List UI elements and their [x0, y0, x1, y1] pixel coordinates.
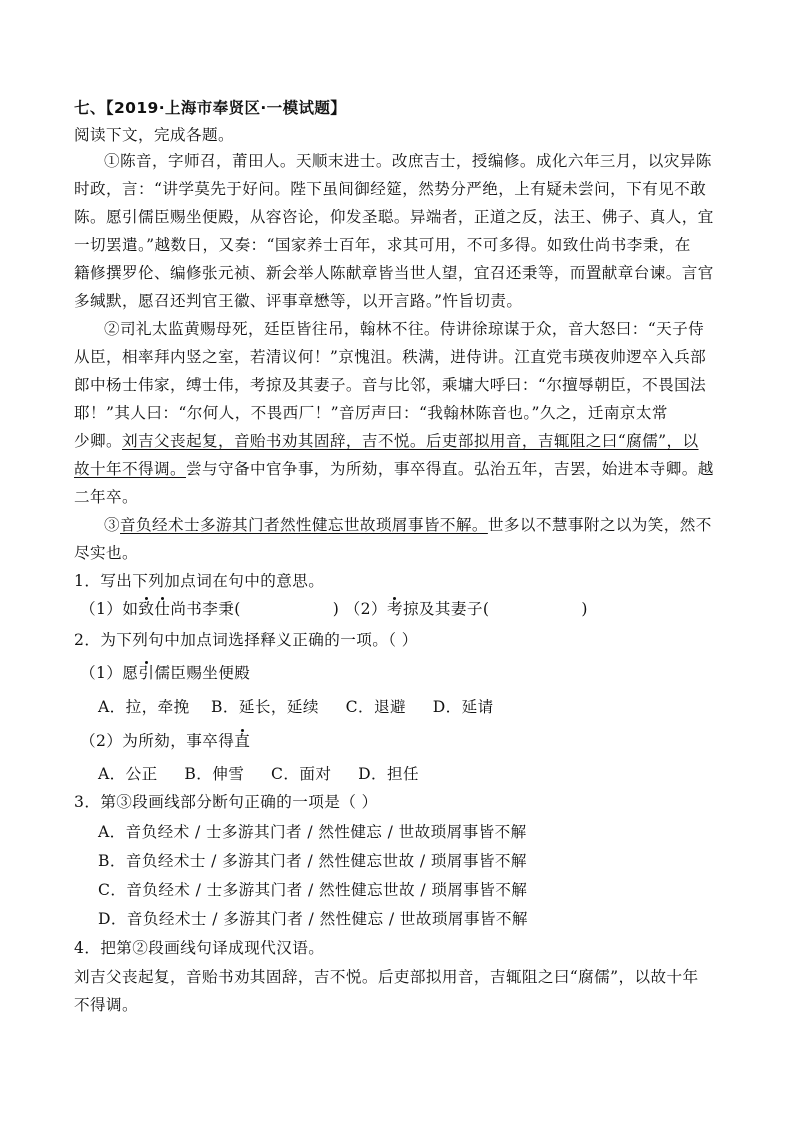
question-4-stem: 4．把第②段画线句译成现代汉语。: [74, 939, 325, 957]
passage-p1-line: 时政，言：“讲学莫先于好问。陛下虽间御经筵，然势分严绝，上有疑未尝问，下有见不敢: [74, 180, 707, 198]
passage-p2-line: 从臣，相率拜内竖之室，若清议何！”京愧沮。秩满，进侍讲。江直党韦瑛夜帅逻卒入兵部: [74, 348, 707, 366]
question-3-option: A．音负经术 / 士多游其门者 / 然性健忘 / 世故琐屑事皆不解: [98, 823, 527, 841]
dotted-word: 引: [138, 664, 155, 682]
p3-text: 世多以不慧事附之以为笑，然不: [487, 516, 712, 534]
passage-p3-line: [104, 514, 712, 536]
p3-underlined-sentence: 音负经术士多游其门者然性健忘世故琐屑事皆不解。: [120, 516, 488, 534]
passage-p2-line: ②司礼太监黄赐母死，廷臣皆往吊，翰林不往。侍讲徐琼谋于众，音大怒曰：“天子侍: [104, 320, 705, 338]
passage-p2-line: 郎中杨士伟家，缚士伟，考掠及其妻子。音与比邻，乘墉大呼曰：“尔擅辱朝臣，不畏国法: [74, 376, 707, 394]
question-1-items: [80, 598, 588, 620]
question-3-stem: 3．第③段画线部分断句正确的一项是（ ）: [74, 793, 378, 811]
passage-p1-line: 多缄默，愿召还判官王徽、评事章懋等，以开言路。”忤旨切责。: [74, 292, 523, 310]
question-4-sentence-line: 刘吉父丧起复，音贻书劝其固辞，吉不悦。后吏部拟用音，吉辄阻之曰“腐儒”，以故十年: [74, 968, 699, 986]
p3-number: ③: [104, 516, 120, 534]
dotted-word: 致: [138, 600, 155, 618]
passage-p2-line: [74, 430, 699, 452]
question-3-option: B．音负经术士 / 多游其门者 / 然性健忘世故 / 琐屑事皆不解: [98, 852, 527, 870]
passage-p3-line: 尽实也。: [74, 544, 138, 562]
item-text: ): [332, 600, 340, 618]
question-4-sentence-line: 不得调。: [74, 996, 138, 1014]
passage-p1-line: 陈。愿引儒臣赐坐便殿，从容咨论，仰发圣聪。异端者，正道之反，法王、佛子、真人，宜: [74, 208, 714, 226]
passage-p2-line: 二年卒。: [74, 488, 138, 506]
question-3-option: D．音负经术士 / 多游其门者 / 然性健忘 / 世故琐屑事皆不解: [98, 910, 528, 928]
question-1-stem: 1．写出下列加点词在句中的意思。: [74, 572, 325, 590]
section-heading: 七、【2019·上海市奉贤区·一模试题】: [74, 99, 347, 117]
question-3-option: C．音负经术 / 士多游其门者 / 然性健忘世故 / 琐屑事皆不解: [98, 881, 528, 899]
passage-p2-line: 耶！”其人曰：“尔何人，不畏西厂！”音厉声曰：“我翰林陈音也。”久之，迁南京太常: [74, 404, 668, 422]
item-text: 儒臣赐坐便殿: [154, 664, 251, 682]
passage-p1-line: 一切罢遣。”越数日，又奏：“国家养士百年，求其可用，不可多得。如致仕尚书李秉，在: [74, 236, 691, 254]
question-2-options-2: A．公正 B．伸雪 C．面对 D．担任: [98, 765, 420, 783]
instruction: 阅读下文，完成各题。: [74, 126, 234, 144]
dotted-word: 考: [386, 600, 403, 618]
item-text: ): [581, 600, 588, 618]
item-text: 尚书李秉(: [170, 600, 241, 618]
question-2-options-1: A．拉，牵挽 B．延长，延续 C．退避 D．延请: [98, 698, 494, 716]
p2-underlined-sentence: 故十年不得调。: [74, 460, 186, 478]
p2-text: 少卿。: [74, 432, 122, 450]
dotted-word: 仕: [154, 600, 171, 618]
p2-text: 尝与守备中官争事，为所劾，事卒得直。弘治五年，吉罢，始进本寺卿。越: [185, 460, 714, 478]
dotted-word: 直: [234, 732, 251, 750]
item-text: 如: [122, 600, 139, 618]
item-text: （2）为所劾，事卒得: [80, 732, 235, 750]
question-2-sentence-1: [80, 662, 250, 684]
passage-p1-line: ①陈音，字师召，莆田人。天顺末进士。改庶吉士，授编修。成化六年三月，以灾异陈: [104, 152, 712, 170]
question-2-sentence-2: [80, 730, 250, 752]
passage-p2-line: [74, 458, 714, 480]
item-number: （1）: [80, 600, 123, 618]
p2-underlined-sentence: 刘吉父丧起复，音贻书劝其固辞，吉不悦。后吏部拟用音，吉辄阻之曰“腐儒”，以: [121, 432, 699, 450]
item-text: （1）愿: [80, 664, 139, 682]
question-2-stem: 2．为下列句中加点词选择释义正确的一项。（ ）: [74, 631, 418, 649]
passage-p1-line: 籍修撰罗伦、编修张元祯、新会举人陈献章皆当世人望，宜召还秉等，而置献章台谏。言官: [74, 264, 714, 282]
item-number: （2）: [344, 600, 387, 618]
item-text: 掠及其妻子(: [402, 600, 490, 618]
